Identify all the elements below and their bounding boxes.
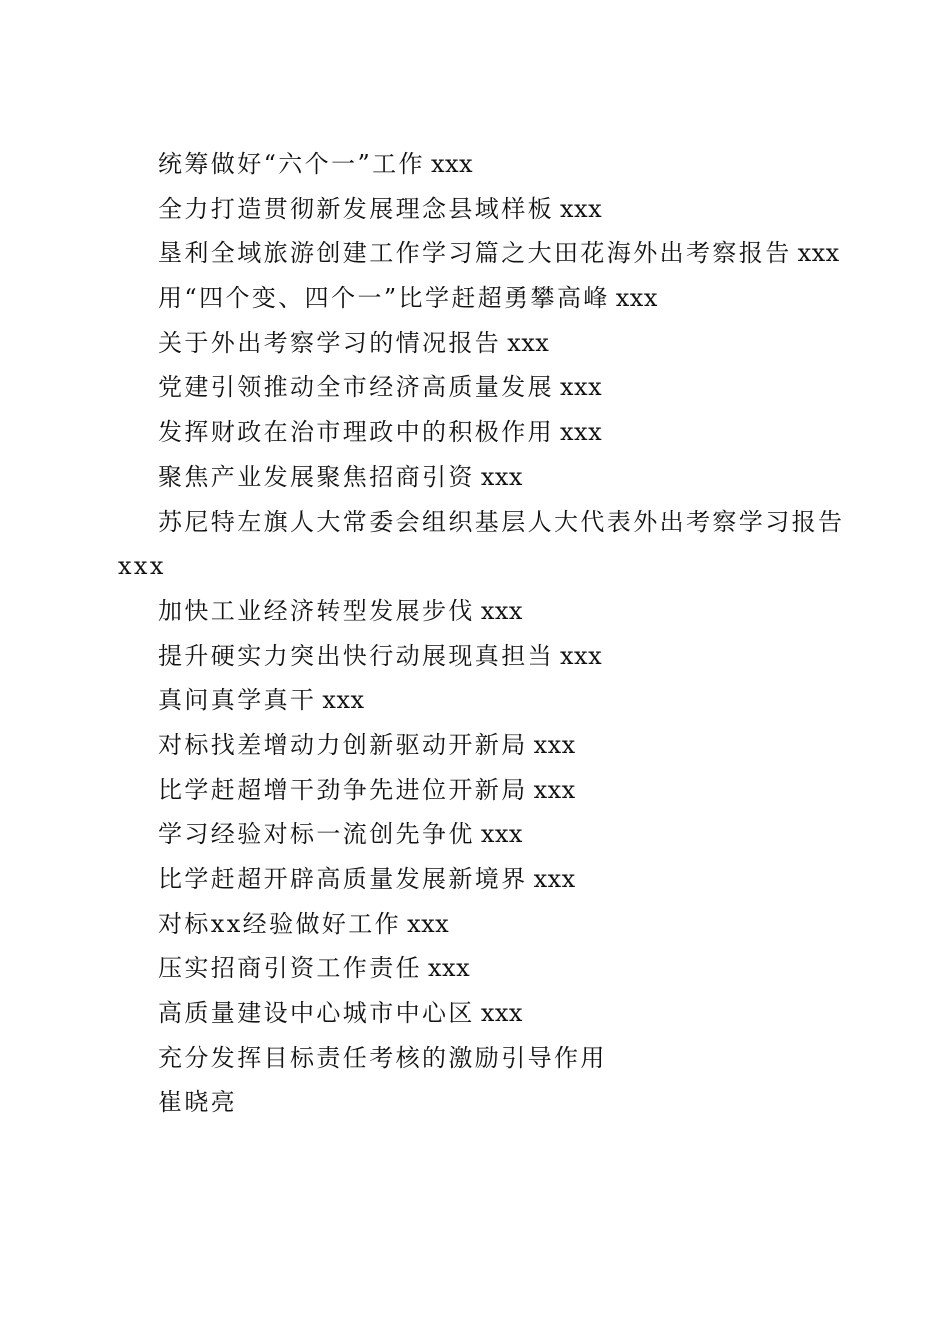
item-title: 发挥财政在治市理政中的积极作用 <box>158 418 554 447</box>
item-title: 高质量建设中心城市中心区 <box>158 999 475 1028</box>
list-item <box>118 768 830 813</box>
item-title: 聚焦产业发展聚焦招商引资 <box>158 462 475 491</box>
item-author: xxx <box>480 820 523 849</box>
item-author: xxx <box>533 865 576 893</box>
list-item <box>118 231 840 276</box>
list-item <box>118 678 830 723</box>
item-author: xxx <box>430 150 474 178</box>
item-title: 党建引领推动全市经济高质量发展 <box>158 373 554 402</box>
item-author: xxx <box>533 775 576 804</box>
list-item <box>118 410 830 455</box>
item-author: xxx <box>560 194 603 223</box>
item-title: 比学赶超开辟高质量发展新境界 <box>158 865 528 893</box>
item-title: 提升硬实力突出快行动展现真担当 <box>158 641 554 670</box>
list-item <box>118 142 830 187</box>
item-title: 比学赶超增干劲争先进位开新局 <box>158 775 528 804</box>
list-item <box>118 723 830 768</box>
item-author: xxx <box>507 328 550 357</box>
item-author: xxx <box>322 686 365 715</box>
item-title: 对标找差增动力创新驱动开新局 <box>158 730 528 759</box>
item-title: 垦利全域旅游创建工作学习篇之大田花海外出考察报告 <box>158 239 792 268</box>
article-list <box>118 142 845 1125</box>
item-author: xxx <box>533 730 576 759</box>
item-author: xxx <box>560 418 603 447</box>
item-title: 充分发挥目标责任考核的激励引导作用 <box>158 1043 607 1072</box>
item-title: 关于外出考察学习的情况报告 <box>158 328 502 357</box>
item-title: 学习经验对标一流创先争优 <box>158 820 475 849</box>
list-item <box>118 634 830 679</box>
item-title: 苏尼特左旗人大常委会组织基层人大代表外出考察学习报告 <box>158 507 845 536</box>
list-item <box>118 365 830 410</box>
list-item <box>118 589 830 634</box>
item-title: 全力打造贯彻新发展理念县域样板 <box>158 194 554 223</box>
list-item <box>118 857 830 902</box>
list-item <box>118 812 830 857</box>
item-author: xxx <box>480 999 523 1028</box>
list-item <box>118 321 830 366</box>
list-item <box>118 500 845 545</box>
item-title: 统筹做好“六个一”工作 <box>158 150 425 178</box>
item-title: 压实招商引资工作责任 <box>158 954 422 983</box>
item-author: xxx <box>480 462 523 491</box>
list-item-continuation <box>118 544 830 589</box>
item-author: xxx <box>560 373 603 402</box>
list-item <box>118 946 830 991</box>
item-title: 加快工业经济转型发展步伐 <box>158 596 475 625</box>
list-item <box>118 455 830 500</box>
item-title: 对标xx经验做好工作 <box>158 909 402 938</box>
item-title: 用“四个变、四个一”比学赶超勇攀高峰 <box>158 284 610 313</box>
list-item <box>118 991 830 1036</box>
list-item <box>118 276 830 321</box>
item-author: xxx <box>428 954 471 983</box>
item-author: xxx <box>480 596 523 625</box>
item-author: xxx <box>797 239 840 268</box>
item-author: xxx <box>118 552 166 581</box>
list-item <box>118 1080 830 1125</box>
list-item <box>118 902 830 947</box>
item-title: 崔晓亮 <box>158 1088 238 1117</box>
item-title: 真问真学真干 <box>158 686 317 715</box>
item-author: xxx <box>407 909 450 938</box>
list-item <box>118 1036 830 1081</box>
list-item <box>118 187 830 232</box>
item-author: xxx <box>560 641 603 670</box>
item-author: xxx <box>615 284 658 313</box>
